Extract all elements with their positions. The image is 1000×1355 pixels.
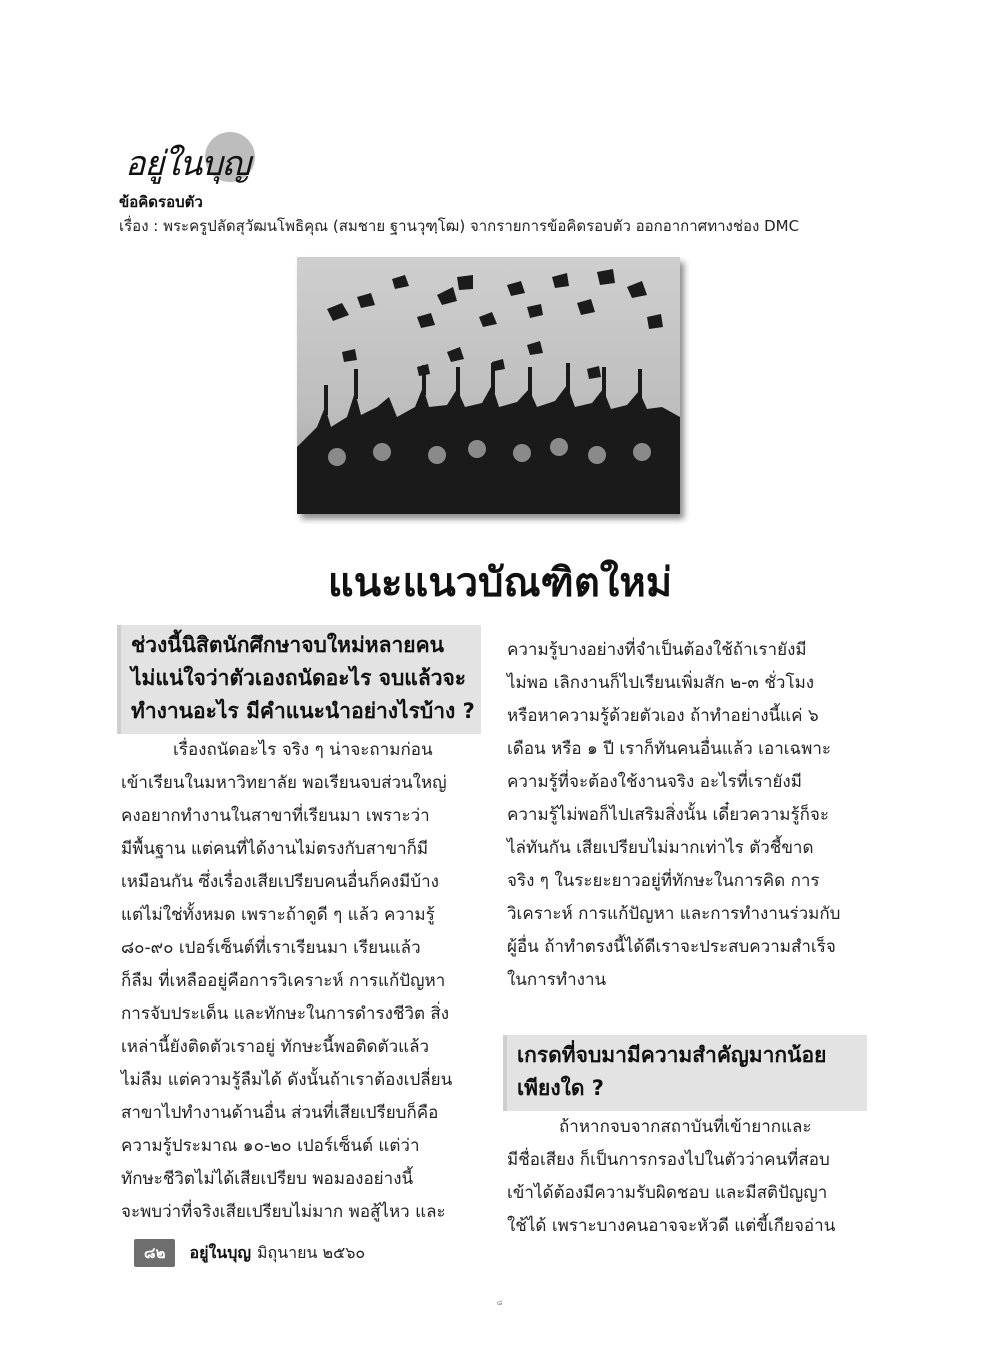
paragraph-line: ผู้อื่น ถ้าทำตรงนี้ได้ดีเราจะประสบความสำเร็จ bbox=[507, 937, 836, 957]
paragraph-line: เหล่านี้ยังติดตัวเราอยู่ ทักษะนี้พอติดตัวแล้ว bbox=[121, 1037, 430, 1057]
article-headline: แนะแนวบัณฑิตใหม่ bbox=[327, 560, 673, 606]
paragraph-line: ก็ลืม ที่เหลืออยู่คือการวิเคราะห์ การแก้ปัญหา bbox=[121, 971, 446, 991]
paragraph-line: จริง ๆ ในระยะยาวอยู่ที่ทักษะในการคิด การ bbox=[507, 871, 820, 891]
magazine-logo bbox=[125, 130, 255, 190]
paragraph-line: มีพื้นฐาน แต่คนที่ได้งานไม่ตรงกับสาขาก็มี bbox=[121, 839, 429, 859]
paragraph-line: ทักษะชีวิตไม่ได้เสียเปรียบ พอมองอย่างนี้ bbox=[121, 1169, 414, 1189]
page-number: ๘๒ bbox=[134, 1239, 175, 1267]
paragraph-line: ใช้ได้ เพราะบางคนอาจจะหัวดี แต่ขี้เกียจอ่าน bbox=[507, 1216, 836, 1236]
paragraph-line: คงอยากทำงานในสาขาที่เรียนมา เพราะว่า bbox=[121, 806, 430, 826]
story-credit: เรื่อง : พระครูปลัดสุวัฒนโพธิคุณ (สมชาย ฐานวุฑฺโฒ) จากรายการข้อคิดรอบตัว ออกอากาศทางช่อง DMC bbox=[119, 217, 800, 235]
question-line: ทำงานอะไร มีคำแนะนำอย่างไรบ้าง ? bbox=[131, 699, 475, 723]
paragraph-line: ไม่พอ เลิกงานก็ไปเรียนเพิ่มสัก ๒-๓ ชั่วโมง bbox=[507, 673, 815, 693]
graduation-photo bbox=[297, 257, 680, 514]
paragraph-line: มีชื่อเสียง ก็เป็นการกรองไปในตัวว่าคนที่สอบ bbox=[507, 1150, 830, 1170]
paragraph-line: ไม่ลืม แต่ความรู้ลืมได้ ดังนั้นถ้าเราต้องเปลี่ยน bbox=[121, 1070, 453, 1090]
paragraph-line: เดือน หรือ ๑ ปี เราก็ทันคนอื่นแล้ว เอาเฉพาะ bbox=[507, 739, 832, 759]
paragraph-line: ความรู้ไม่พอก็ไปเสริมสิ่งนั้น เดี๋ยวความรู้ก็จะ bbox=[507, 805, 829, 825]
right-column bbox=[507, 634, 867, 1243]
print-mark: ๘ bbox=[497, 1299, 503, 1307]
paragraph-line: แต่ไม่ใช่ทั้งหมด เพราะถ้าดูดี ๆ แล้ว ความรู้ bbox=[121, 905, 435, 925]
section-label: ข้อคิดรอบตัว bbox=[119, 193, 203, 211]
paragraph-line: การจับประเด็น และทักษะในการดำรงชีวิต สิ่ง bbox=[121, 1004, 450, 1024]
paragraph-line: เหมือนกัน ซึ่งเรื่องเสียเปรียบคนอื่นก็คงมีบ้าง bbox=[121, 872, 439, 892]
paragraph-line: เรื่องถนัดอะไร จริง ๆ น่าจะถามก่อน bbox=[173, 740, 433, 760]
left-column bbox=[121, 625, 481, 1229]
paragraph-line: เข้าได้ต้องมีความรับผิดชอบ และมีสติปัญญา bbox=[507, 1183, 828, 1203]
question-line: เพียงใด ? bbox=[517, 1076, 604, 1100]
answer-paragraph-1 bbox=[121, 734, 481, 1229]
paragraph-line: ๘๐-๙๐ เปอร์เซ็นต์ที่เราเรียนมา เรียนแล้ว bbox=[121, 938, 421, 958]
paragraph-line: เข้าเรียนในมหาวิทยาลัย พอเรียนจบส่วนใหญ่ bbox=[121, 773, 447, 793]
paragraph-line: สาขาไปทำงานด้านอื่น ส่วนที่เสียเปรียบก็คือ bbox=[121, 1103, 439, 1123]
page-footer bbox=[134, 1240, 365, 1266]
paragraph-line: หรือหาความรู้ด้วยตัวเอง ถ้าทำอย่างนี้แค่ ๖ bbox=[507, 706, 819, 726]
question-box-1 bbox=[117, 625, 481, 734]
paragraph-line: จะพบว่าที่จริงเสียเปรียบไม่มาก พอสู้ไหว และ bbox=[121, 1202, 446, 1222]
paragraph-line: ความรู้ประมาณ ๑๐-๒๐ เปอร์เซ็นต์ แต่ว่า bbox=[121, 1136, 420, 1156]
question-line: ช่วงนี้นิสิตนักศึกษาจบใหม่หลายคน bbox=[131, 633, 445, 657]
paragraph-line: ความรู้ที่จะต้องใช้งานจริง อะไรที่เรายังมี bbox=[507, 772, 802, 792]
magazine-name: อยู่ในบุญ bbox=[189, 1242, 251, 1262]
logo-text: อยู่ในบุญ bbox=[125, 144, 250, 184]
answer-paragraph-1-continued bbox=[507, 634, 867, 997]
paragraph-line: วิเคราะห์ การแก้ปัญหา และการทำงานร่วมกับ bbox=[507, 904, 841, 924]
paragraph-line: ถ้าหากจบจากสถาบันที่เข้ายากและ bbox=[559, 1117, 812, 1137]
issue-date: มิถุนายน ๒๕๖๐ bbox=[257, 1242, 366, 1262]
paragraph-line: ในการทำงาน bbox=[507, 970, 607, 990]
question-line: เกรดที่จบมามีความสำคัญมากน้อย bbox=[517, 1043, 827, 1067]
question-line: ไม่แน่ใจว่าตัวเองถนัดอะไร จบแล้วจะ bbox=[131, 666, 467, 690]
paragraph-line: ไล่ทันกัน เสียเปรียบไม่มากเท่าไร ตัวชี้ขาด bbox=[507, 838, 814, 858]
answer-paragraph-2 bbox=[507, 1111, 867, 1243]
paragraph-line: ความรู้บางอย่างที่จำเป็นต้องใช้ถ้าเรายังมี bbox=[507, 640, 807, 660]
question-box-2 bbox=[503, 1035, 867, 1111]
